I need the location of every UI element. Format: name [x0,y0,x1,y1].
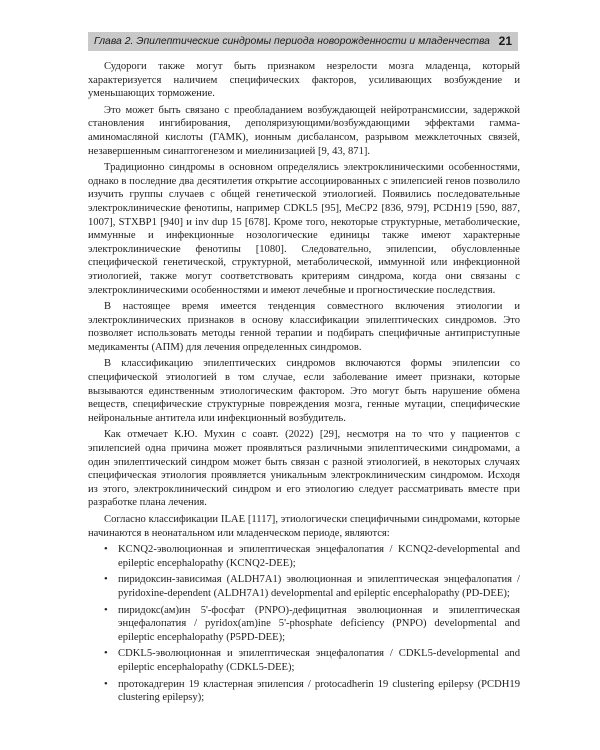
paragraph: Это может быть связано с преобладанием возбуждающей нейротрансмиссии, задержкой становления ингибирования, деполяризующими/возбуждающими эффектами гамма-аминомасляной кислоты (ГАМК), ионным дисбалансом, разрывом межклеточных связей, незавершенным синаптогенезом и миелинизацией [9, 43, 871]. [88,104,520,157]
chapter-title: Глава 2. Эпилептические синдромы периода новорожденности и младенчества [94,36,490,47]
list-item-text: KCNQ2-эволюционная и эпилептическая энцефалопатия / KCNQ2-developmental and epileptic encephalopathy (KCNQ2-DEE); [118,544,520,569]
paragraph: Традиционно синдромы в основном определялись электроклиническими особенностями, однако в последние два десятилетия открытие ассоциированных с эпилепсией генов позволило изучить группы случаев с общей генетической этиологией. Появились последовательные электроклинические фенотипы, например CDKL5 [95], MeCP2 [836, 979], PCDH19 [590, 887, 1007], STXBP1 [940] и inv dup 15 [678]. Кроме того, некоторые структурные, метаболические, иммунные и инфекционные нозологические единицы также имеют характерные электроклинические фенотипы [1080]. Следовательно, эпилепсии, обусловленные специфической генетической, структурной, метаболической, иммунной или инфекционной этиологией, также могут соответствовать критериям синдрома, когда они связаны с электроклиническими особенностями и имеют лечебные и прогностические последствия. [88,162,520,296]
bullet-icon: • [104,648,108,660]
paragraph: В настоящее время имеется тенденция совместного включения этиологии и электроклинических признаков в основу классификации эпилептических синдромов. Это позволяет использовать методы генной терапии и подбирать специфичные антиприступные медикаменты (АПМ) для лечения определенных синдромов. [88,301,520,353]
list-item-text: CDKL5-эволюционная и эпилептическая энцефалопатия / CDKL5-developmental and epileptic encephalopathy (CDKL5-DEE); [118,648,520,673]
bullet-icon: • [104,544,108,556]
paragraph: В классификацию эпилептических синдромов включаются формы эпилепсии со специфической этиологией в том случае, если заболевание имеет признаки, которые вызываются единственным этиологическим фактором. Это могут быть нарушение обмена веществ, специфические структурные повреждения мозга, генные мутации, специфические нейрональные антитела или инфекционный возбудитель. [88,358,520,424]
running-header [88,32,518,51]
bullet-icon: • [104,678,108,690]
paragraph: Как отмечает К.Ю. Мухин с соавт. (2022) [29], несмотря на то что у пациентов с эпилепсией одна причина может проявляться различными эпилептическими синдромами, а один эпилептический синдром может быть связан с разной этиологией, в некоторых случаях специфическая этиология проявляется уникальным электроклиническим синдромом. Исходя из этого, электроклинический синдром и его этиологию следует рассматривать вместе при разработке плана лечения. [88,429,520,509]
bullet-icon: • [104,574,108,586]
list-item [88,604,520,645]
page-number: 21 [498,34,512,48]
list-item-text: пиридоксин-зависимая (ALDH7A1) эволюционная и эпилептическая энцефалопатия / pyridoxine-dependent (ALDH7A1) developmental and epileptic encephalopathy (PD-DEE); [118,574,520,599]
list-item [88,573,520,600]
paragraph: Судороги также могут быть признаком незрелости мозга младенца, который характеризуется наличием специфических факторов, усиливающих возбуждение и уменьшающих торможение. [88,61,520,100]
list-item-text: протокадгерин 19 кластерная эпилепсия / protocadherin 19 clustering epilepsy (PCDH19 clustering epilepsy); [118,678,520,704]
list-item [88,678,520,705]
paragraph: Согласно классификации ILAE [1117], этиологически специфичными синдромами, которые начинаются в неонатальном или младенческом периоде, являются: [88,514,520,539]
bullet-icon: • [104,604,108,616]
list-item-text: пиридокс(ам)ин 5'-фосфат (PNPO)-дефицитная эволюционная и эпилептическая энцефалопатия / pyridox(am)ine 5'-phosphate deficiency (PNPO) developmental and epileptic encephalopathy (P5PD-DEE); [118,604,520,643]
list-item [88,647,520,674]
list-item [88,543,520,570]
body-text [88,60,520,708]
syndrome-list [88,543,520,705]
